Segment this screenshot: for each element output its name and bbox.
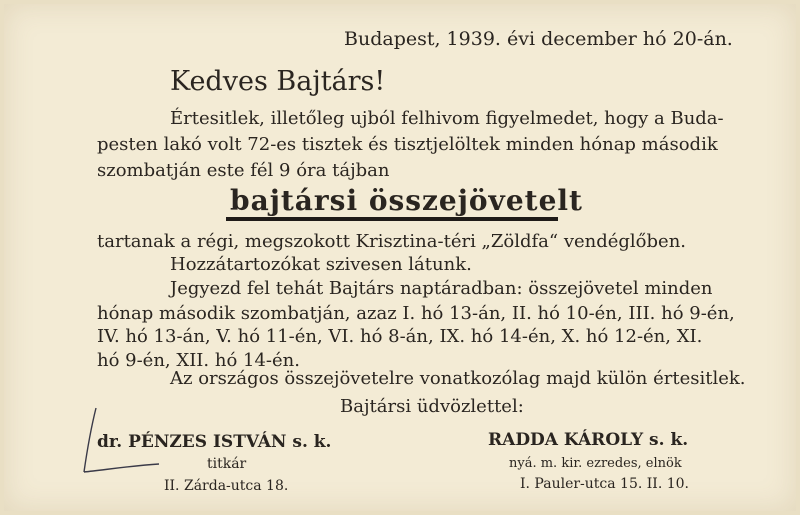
signer2-name: RADDA KÁROLY	[488, 430, 644, 450]
greeting: Kedves Bajtárs!	[170, 66, 386, 97]
body-line-8: IV. hó 13-án, V. hó 11-én, VI. hó 8-án, IX. hó 14-én, X. hó 12-én, XI.	[97, 326, 703, 347]
body-line-4: tartanak a régi, megszokott Krisztina-téri „Zöldfa“ vendéglőben.	[97, 231, 687, 252]
signer2-address: I. Pauler-utca 15. II. 10.	[520, 476, 689, 492]
signer2-block	[488, 430, 688, 450]
body-line-10: Az országos összejövetelre vonatkozólag majd külön értesitlek.	[170, 368, 746, 389]
body-line-2: pesten lakó volt 72-es tisztek és tisztjelöltek minden hónap második	[97, 134, 718, 155]
letter-date: Budapest, 1939. évi december hó 20-án.	[344, 28, 733, 50]
closing: Bajtársi üdvözlettel:	[340, 396, 524, 417]
signer1-name: dr. PÉNZES ISTVÁN	[97, 432, 287, 452]
body-line-5: Hozzátartozókat szivesen látunk.	[170, 254, 472, 275]
signer2-role: nyá. m. kir. ezredes, elnök	[509, 456, 682, 471]
body-line-3: szombatján este fél 9 óra tájban	[97, 160, 390, 181]
signer1-role: titkár	[207, 456, 247, 472]
headline-underline	[226, 217, 558, 221]
body-line-7: hónap második szombatján, azaz I. hó 13-án, II. hó 10-én, III. hó 9-én,	[97, 303, 735, 324]
signer1-block	[97, 432, 331, 452]
signer2-sk: s. k.	[649, 430, 689, 450]
postcard	[4, 4, 796, 511]
signer1-sk: s. k.	[292, 432, 332, 452]
signer1-address: II. Zárda-utca 18.	[164, 478, 289, 494]
headline: bajtársi összejövetelt	[230, 184, 583, 217]
body-line-1: Értesitlek, illetőleg ujból felhivom figyelmedet, hogy a Buda-	[170, 108, 724, 129]
body-line-9: hó 9-én, XII. hó 14-én.	[97, 350, 300, 371]
body-line-6: Jegyezd fel tehát Bajtárs naptáradban: összejövetel minden	[170, 278, 713, 299]
